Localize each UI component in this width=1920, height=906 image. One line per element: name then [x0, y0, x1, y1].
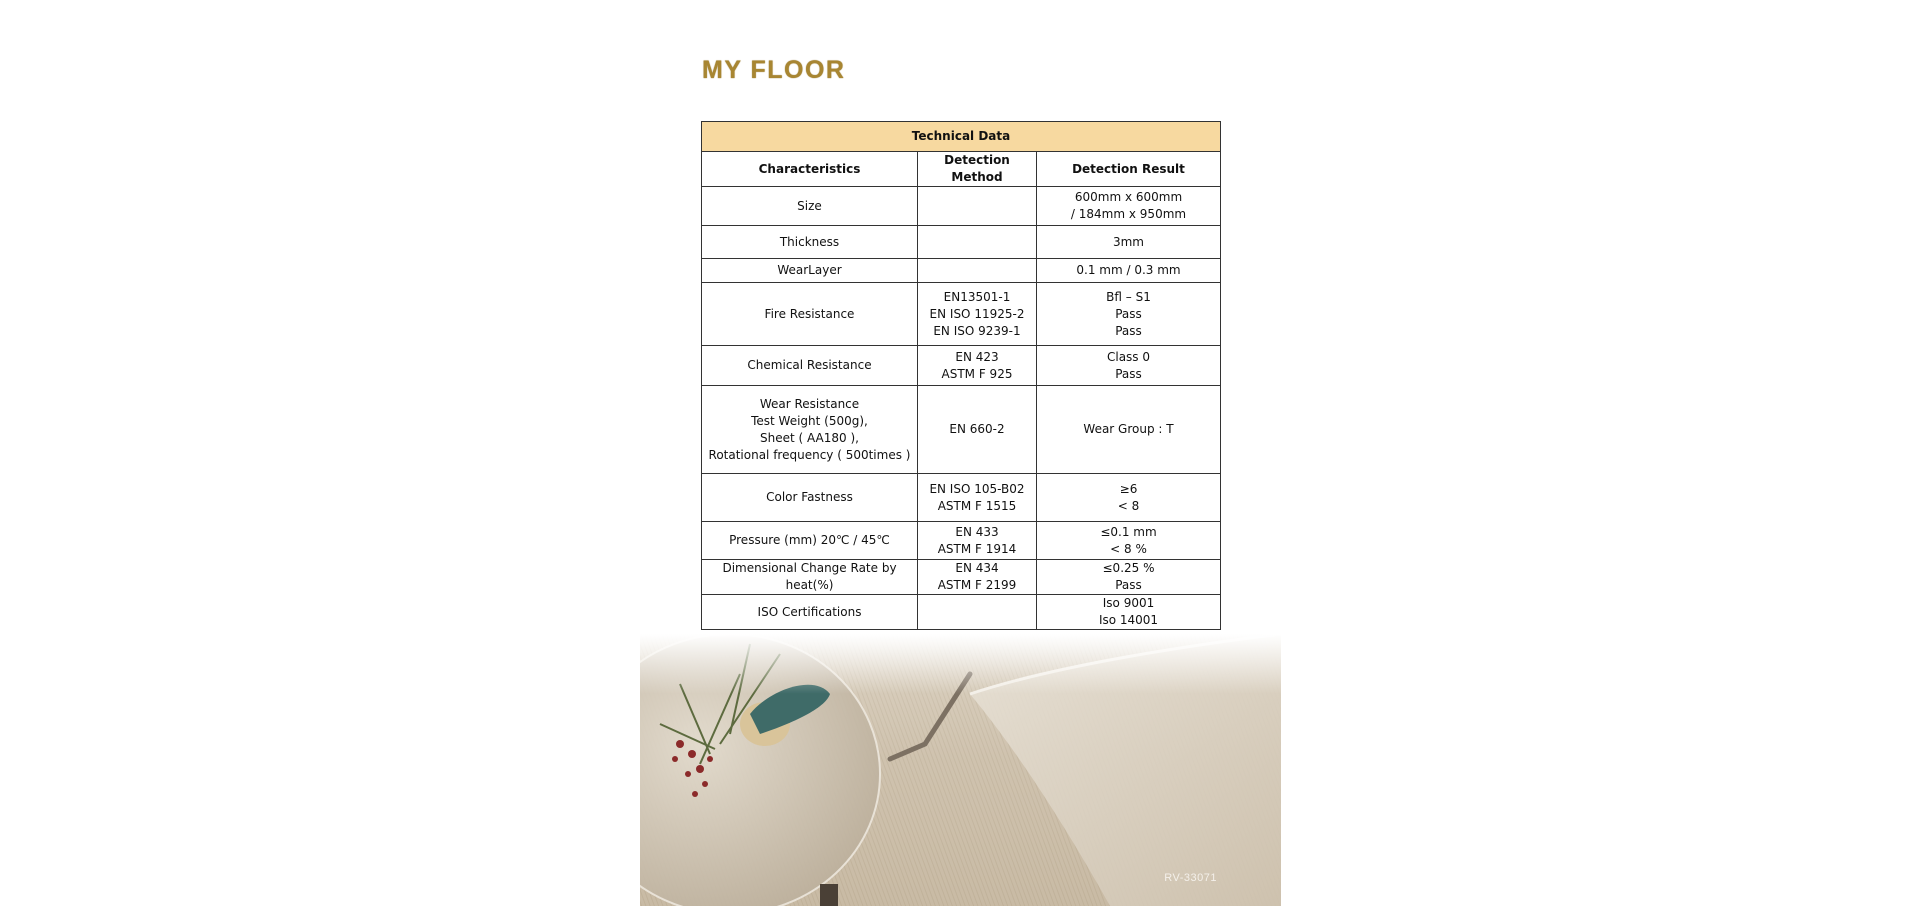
cell-line: ≥6 [1119, 481, 1138, 496]
method-cell [918, 346, 1037, 386]
characteristic-cell [702, 346, 918, 386]
table-row-iso-certifications [702, 595, 1221, 630]
cell-line: Wear Group : T [1083, 422, 1174, 436]
cell-line: EN ISO 9239-1 [933, 323, 1021, 338]
method-cell [918, 386, 1037, 474]
cell-line: / 184mm x 950mm [1070, 207, 1187, 221]
characteristic-cell [702, 386, 918, 474]
cell-line: Pass [1115, 366, 1142, 381]
cell-line: Test Weight (500g), [751, 413, 868, 428]
table-body [702, 187, 1221, 630]
table-row-thickness [702, 226, 1221, 259]
table-row-dimensional-change [702, 560, 1221, 595]
characteristic-cell [702, 259, 918, 283]
table-row-size [702, 187, 1221, 226]
characteristic-cell [702, 595, 918, 630]
interior-scene-image [640, 634, 1281, 906]
floor-photo [640, 634, 1281, 906]
cell-line: EN13501-1 [943, 289, 1011, 304]
result-cell [1037, 283, 1221, 346]
cell-line: ASTM F 1515 [937, 498, 1017, 513]
characteristic-cell [702, 187, 918, 226]
product-code: RV-33071 [1164, 872, 1217, 884]
result-cell [1037, 226, 1221, 259]
method-cell [918, 474, 1037, 522]
characteristic-cell [702, 560, 918, 595]
method-cell [918, 522, 1037, 560]
method-cell [918, 259, 1037, 283]
table-row-chemical-resistance [702, 346, 1221, 386]
table-row-color-fastness [702, 474, 1221, 522]
cell-line: Chemical Resistance [747, 358, 872, 372]
cell-line: EN 434 [955, 561, 999, 575]
cell-line: Size [797, 198, 822, 213]
cell-line: Dimensional Change Rate by heat(%) [722, 561, 897, 592]
cell-line: EN 433 [955, 524, 999, 539]
result-cell [1037, 560, 1221, 595]
characteristic-cell [702, 283, 918, 346]
cell-line: Thickness [779, 234, 840, 249]
characteristic-cell [702, 522, 918, 560]
cell-line: ASTM F 2199 [937, 578, 1017, 592]
method-cell [918, 595, 1037, 630]
catalog-page [640, 0, 1281, 906]
cell-line: EN 660-2 [949, 422, 1005, 436]
cell-line: Wear Resistance [759, 396, 860, 411]
cell-line: ≤0.25 % [1102, 561, 1155, 575]
cell-line: ISO Certifications [757, 604, 862, 619]
cell-line: Pressure (mm) 20℃ / 45℃ [729, 533, 890, 547]
cell-line: ASTM F 925 [941, 366, 1013, 381]
result-cell [1037, 595, 1221, 630]
cell-line: Pass [1115, 306, 1142, 321]
cell-line: Rotational frequency ( 500times ) [708, 447, 911, 462]
cell-line: EN ISO 105-B02 [929, 481, 1025, 496]
cell-line: ASTM F 1914 [937, 541, 1017, 556]
table-row-pressure [702, 522, 1221, 560]
cell-line: EN 423 [955, 349, 999, 364]
result-cell [1037, 522, 1221, 560]
table-row-wearlayer [702, 259, 1221, 283]
technical-data-table [701, 121, 1221, 630]
cell-line: Pass [1115, 578, 1142, 592]
cell-line: 600mm x 600mm [1074, 190, 1183, 204]
cell-line: Sheet ( AA180 ), [760, 430, 859, 445]
header-characteristics: Characteristics [702, 152, 918, 187]
brand-logo: MY FLOOR [702, 56, 846, 84]
method-cell [918, 560, 1037, 595]
cell-line: < 8 [1117, 498, 1140, 513]
cell-line: < 8 % [1110, 541, 1147, 556]
cell-line: WearLayer [777, 263, 842, 277]
cell-line: Iso 14001 [1098, 613, 1159, 627]
cell-line: EN ISO 11925-2 [929, 306, 1025, 321]
table-row-wear-resistance [702, 386, 1221, 474]
table-title: Technical Data [702, 122, 1221, 152]
characteristic-cell [702, 474, 918, 522]
cell-line: Class 0 [1106, 349, 1151, 364]
result-cell [1037, 259, 1221, 283]
cell-line: Color Fastness [766, 490, 853, 504]
method-cell [918, 226, 1037, 259]
characteristic-cell [702, 226, 918, 259]
result-cell [1037, 474, 1221, 522]
cell-line: ≤0.1 mm [1100, 524, 1157, 539]
header-detection-method: Detection Method [918, 152, 1037, 187]
cell-line: Pass [1115, 323, 1142, 338]
cell-line: Bfl – S1 [1106, 289, 1151, 304]
header-detection-result: Detection Result [1037, 152, 1221, 187]
cell-line: Fire Resistance [764, 306, 855, 321]
result-cell [1037, 346, 1221, 386]
result-cell [1037, 187, 1221, 226]
cell-line: 3mm [1112, 234, 1144, 249]
cell-line: Iso 9001 [1102, 596, 1155, 610]
method-cell [918, 283, 1037, 346]
cell-line: 0.1 mm / 0.3 mm [1076, 263, 1181, 277]
method-cell [918, 187, 1037, 226]
table-row-fire-resistance [702, 283, 1221, 346]
result-cell [1037, 386, 1221, 474]
